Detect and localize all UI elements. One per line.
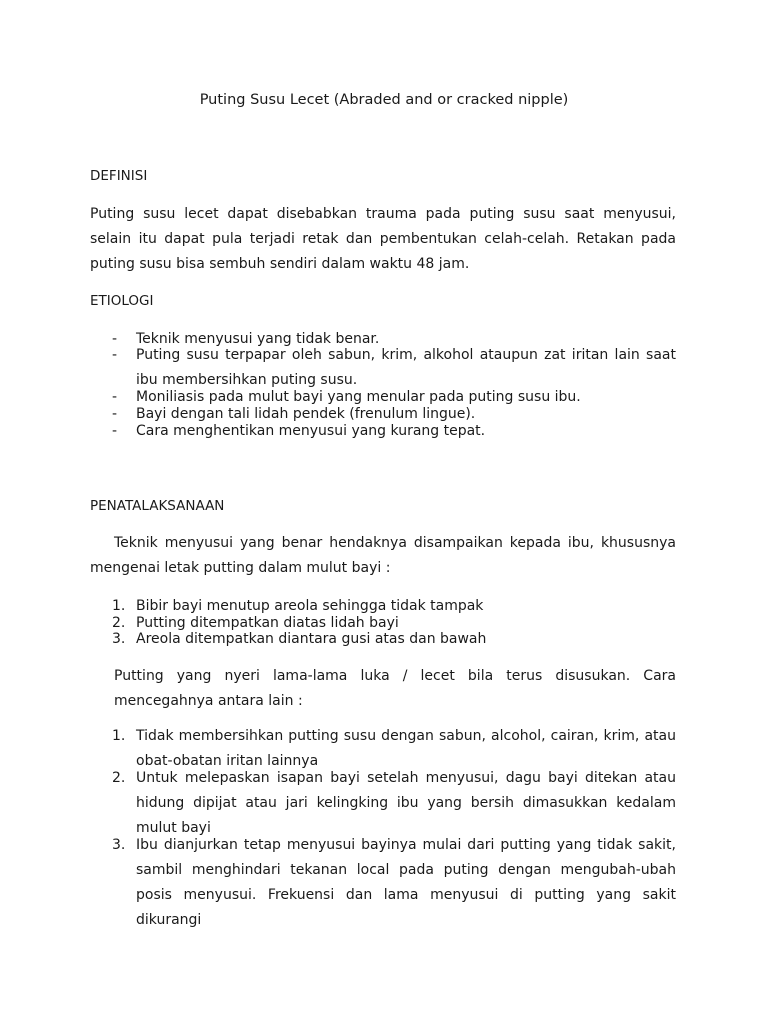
document-title: Puting Susu Lecet (Abraded and or cracked nipple) (199, 92, 569, 108)
item-number: 3. (112, 631, 126, 647)
item-number: 1. (112, 598, 126, 614)
item-number: 2. (112, 615, 126, 631)
item-number: 1. (112, 728, 126, 744)
numbered-item-text: Ibu dianjurkan tetap menyusui bayinya mulai dari putting yang tidak sakit, sambil menghindari tekanan local pada puting dengan mengubah-ubah posis menyusui. Frekuensi dan lama menyusui di putting yang sakit dikurangi (136, 837, 676, 928)
numbered-item-text: Areola ditempatkan diantara gusi atas dan bawah (136, 631, 487, 647)
penatalaksanaan-intro: Teknik menyusui yang benar hendaknya disampaikan kepada ibu, khususnya mengenai letak putting dalam mulut bayi : (90, 535, 676, 576)
list-item-text: Puting susu terpapar oleh sabun, krim, alkohol ataupun zat iritan lain saat ibu membersihkan puting susu. (136, 347, 676, 388)
numbered-item-text: Tidak membersihkan putting susu dengan sabun, alcohol, cairan, krim, atau obat-obatan iritan lainnya (136, 728, 676, 769)
numbered-item-text: Bibir bayi menutup areola sehingga tidak tampak (136, 598, 484, 614)
definisi-paragraph: Puting susu lecet dapat disebabkan trauma pada puting susu saat menyusui, selain itu dapat pula terjadi retak dan pembentukan celah-celah. Retakan pada puting susu bisa sembuh sendiri dalam waktu 48 jam. (90, 206, 676, 272)
etiologi-heading: ETIOLOGI (90, 293, 154, 309)
numbered-item-text: Putting ditempatkan diatas lidah bayi (136, 615, 399, 631)
bullet-dash: - (112, 423, 118, 439)
list-item-text: Teknik menyusui yang tidak benar. (136, 331, 380, 347)
list-item-text: Moniliasis pada mulut bayi yang menular pada puting susu ibu. (136, 389, 581, 405)
definisi-heading: DEFINISI (90, 168, 148, 184)
item-number: 2. (112, 770, 126, 786)
list-item-text: Bayi dengan tali lidah pendek (frenulum lingue). (136, 406, 476, 422)
numbered-item-text: Untuk melepaskan isapan bayi setelah menyusui, dagu bayi ditekan atau hidung dipijat atau jari kelingking ibu yang bersih dimasukkan kedalam mulut bayi (136, 770, 676, 836)
list-item-text: Cara menghentikan menyusui yang kurang tepat. (136, 423, 486, 439)
prevention-paragraph: Putting yang nyeri lama-lama luka / lecet bila terus disusukan. Cara mencegahnya antara lain : (114, 668, 676, 709)
item-number: 3. (112, 837, 126, 853)
bullet-dash: - (112, 389, 118, 405)
bullet-dash: - (112, 406, 118, 422)
bullet-dash: - (112, 331, 118, 347)
bullet-dash: - (112, 347, 118, 363)
penatalaksanaan-heading: PENATALAKSANAAN (90, 498, 225, 514)
